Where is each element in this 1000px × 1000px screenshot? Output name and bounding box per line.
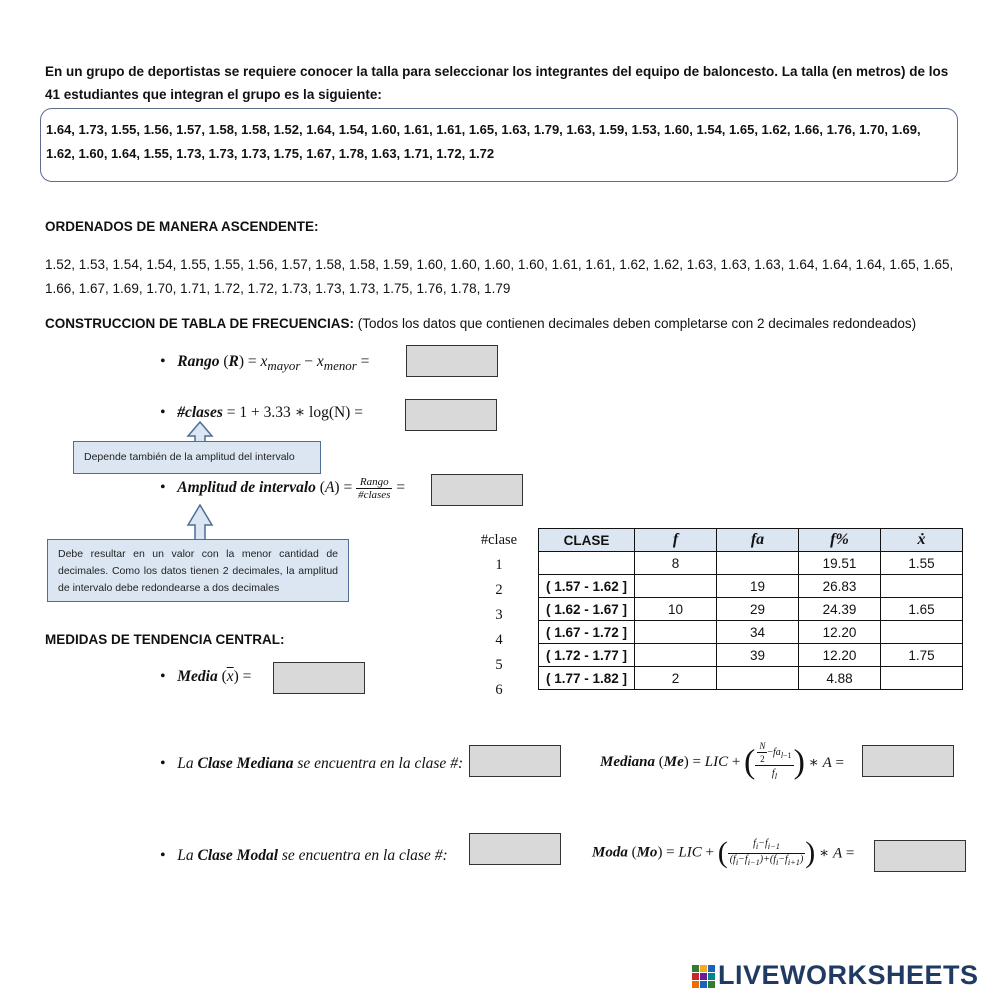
frequency-table-area [478,528,963,703]
amplitud-numerator: Rango [356,476,392,489]
cell-fa: 34 [717,621,799,644]
mediana-post: se encuentra en la clase #: [293,755,464,772]
cell-fa[interactable] [717,667,799,690]
cell-fa[interactable] [717,552,799,575]
construction-heading: CONSTRUCCION DE TABLA DE FRECUENCIAS: [45,316,354,331]
col-header-xmark: ẋ [881,529,963,552]
frequency-table [538,528,963,690]
liveworksheets-logo[interactable]: LIVEWORKSHEETS [718,960,979,990]
central-heading: MEDIDAS DE TENDENCIA CENTRAL: [45,632,285,647]
col-header-clase: CLASE [539,529,635,552]
rango-answer-input[interactable] [406,345,498,377]
cell-xmark[interactable] [881,667,963,690]
cell-f: 8 [635,552,717,575]
moda-bold: Clase Modal [197,847,279,864]
mediana-bold: Clase Mediana [197,755,294,772]
table-row [539,621,963,644]
moda-label: Moda [592,844,628,861]
rango-label: Rango [177,353,220,370]
cell-fpct: 12.20 [799,644,881,667]
bullet: • [160,353,166,370]
table-row [539,552,963,575]
row-index: 1 [495,557,503,573]
table-row [539,644,963,667]
mediana-symbol: Me [663,754,684,770]
moda-pre: La [177,847,198,864]
index-header: #clase [480,532,518,548]
amplitud-denominator: #clases [358,489,391,501]
moda-post: se encuentra en la clase #: [278,847,448,864]
cell-xmark: 1.75 [881,644,963,667]
cell-clase: ( 1.67 - 1.72 ] [539,621,635,644]
amplitud-formula: • Amplitud de intervalo (A) = $\frac{\text{Rango}}{\text{\#clases}}$ = [160,476,406,501]
cell-fa: 39 [717,644,799,667]
cell-xmark: 1.65 [881,598,963,621]
cell-f[interactable] [635,621,717,644]
cell-fpct: 12.20 [799,621,881,644]
row-index: 4 [495,632,503,648]
mediana-answer-input[interactable] [862,745,954,777]
moda-symbol: Mo [636,844,658,861]
cell-f: 10 [635,598,717,621]
bullet: • [160,755,166,772]
cell-fpct: 26.83 [799,575,881,598]
x-mayor: mayor [267,358,301,374]
clase-modal-input[interactable] [469,833,561,865]
media-formula: • Media $(\overline{x})$ = [160,668,252,685]
table-row [539,575,963,598]
rango-symbol: R [228,353,239,370]
cell-xmark[interactable] [881,621,963,644]
rango-formula: • Rango $(R) = x_{mayor} - x_{menor}$ = [160,353,370,374]
amplitud-symbol: A [324,479,335,497]
mediana-formula: Mediana (Me) = LIC + ( $\frac{N}{2}$ $-fa_{l-1}$ $f_l$ ) ∗ A = [600,741,844,781]
bullet: • [160,668,166,685]
col-header-fpct: f% [799,529,881,552]
cell-fa: 19 [717,575,799,598]
sorted-heading: ORDENADOS DE MANERA ASCENDENTE: [45,219,319,234]
row-index: 2 [495,582,503,598]
cell-fpct: 24.39 [799,598,881,621]
construction-note: (Todos los datos que contienen decimales deben completarse con 2 decimales redondeados) [354,316,917,331]
mediana-pre: La [177,755,198,772]
callout-amplitud-note: Debe resultar en un valor con la menor cantidad de decimales. Como los datos tienen 2 decimales, la amplitud de intervalo debe redondearse a dos decimales [47,539,349,602]
row-index: 5 [495,657,503,673]
clase-mediana-line [160,755,463,773]
cell-fa: 29 [717,598,799,621]
raw-data: 1.64, 1.73, 1.55, 1.56, 1.57, 1.58, 1.58, 1.52, 1.64, 1.54, 1.60, 1.61, 1.61, 1.65, 1.63, 1.79, 1.63, 1.59, 1.53, 1.60, 1.54, 1.65, 1.62, 1.66, 1.76, 1.70, 1.69, 1.62, 1.60, 1.64, 1.55, 1.73, 1.73, 1.73, 1.75, 1.67, 1.78, 1.63, 1.71, 1.72, 1.72 [46,122,921,161]
clases-label: #clases [177,404,223,421]
cell-clase: ( 1.77 - 1.82 ] [539,667,635,690]
cell-clase: ( 1.62 - 1.67 ] [539,598,635,621]
clase-modal-line [160,847,448,865]
cell-fpct: 19.51 [799,552,881,575]
cell-xmark[interactable] [881,575,963,598]
clase-mediana-input[interactable] [469,745,561,777]
callout-pointer-2 [185,503,215,541]
cell-xmark: 1.55 [881,552,963,575]
amplitud-label: Amplitud de intervalo [177,479,316,497]
row-index: 6 [495,682,503,698]
col-header-f: f [635,529,717,552]
table-row [539,667,963,690]
bullet: • [160,847,166,864]
problem-statement: En un grupo de deportistas se requiere conocer la talla para seleccionar los integrantes del equipo de baloncesto. La talla (en metros) de los 41 estudiantes que integran el grupo es la siguiente: [45,64,949,102]
cell-f: 2 [635,667,717,690]
media-answer-input[interactable] [273,662,365,694]
bullet: • [160,404,166,421]
callout-clases-note: Depende también de la amplitud del intervalo [73,441,321,474]
col-header-fa: fa [717,529,799,552]
liveworksheets-logo-icon [692,965,716,989]
amplitud-answer-input[interactable] [431,474,523,506]
cell-fpct: 4.88 [799,667,881,690]
bullet: • [160,479,166,497]
media-label: Media [177,668,218,685]
clases-expression: = 1 + 3.33 ∗ log(N) = [222,404,363,421]
x-menor: menor [323,358,357,374]
row-index: 3 [495,607,503,623]
cell-clase: ( 1.57 - 1.62 ] [539,575,635,598]
construction-line [45,316,916,331]
sorted-data: 1.52, 1.53, 1.54, 1.54, 1.55, 1.55, 1.56, 1.57, 1.58, 1.58, 1.59, 1.60, 1.60, 1.60, 1.60, 1.61, 1.61, 1.62, 1.62, 1.63, 1.63, 1.63, 1.64, 1.64, 1.64, 1.65, 1.65, 1.66, 1.67, 1.69, 1.70, 1.71, 1.72, 1.72, 1.73, 1.73, 1.73, 1.75, 1.76, 1.78, 1.79 [45,257,954,296]
moda-answer-input[interactable] [874,840,966,872]
cell-f[interactable] [635,644,717,667]
cell-f[interactable] [635,575,717,598]
moda-formula: Moda (Mo) = LIC + ( $\frac{f_i-f_{i-1}}{(f_i-f_{i-1})+(f_i-f_{i+1})}$ ) ∗ A = [592,836,855,869]
cell-clase[interactable] [539,552,635,575]
cell-clase: ( 1.72 - 1.77 ] [539,644,635,667]
clases-answer-input[interactable] [405,399,497,431]
table-row [539,598,963,621]
mediana-label: Mediana [600,754,656,770]
